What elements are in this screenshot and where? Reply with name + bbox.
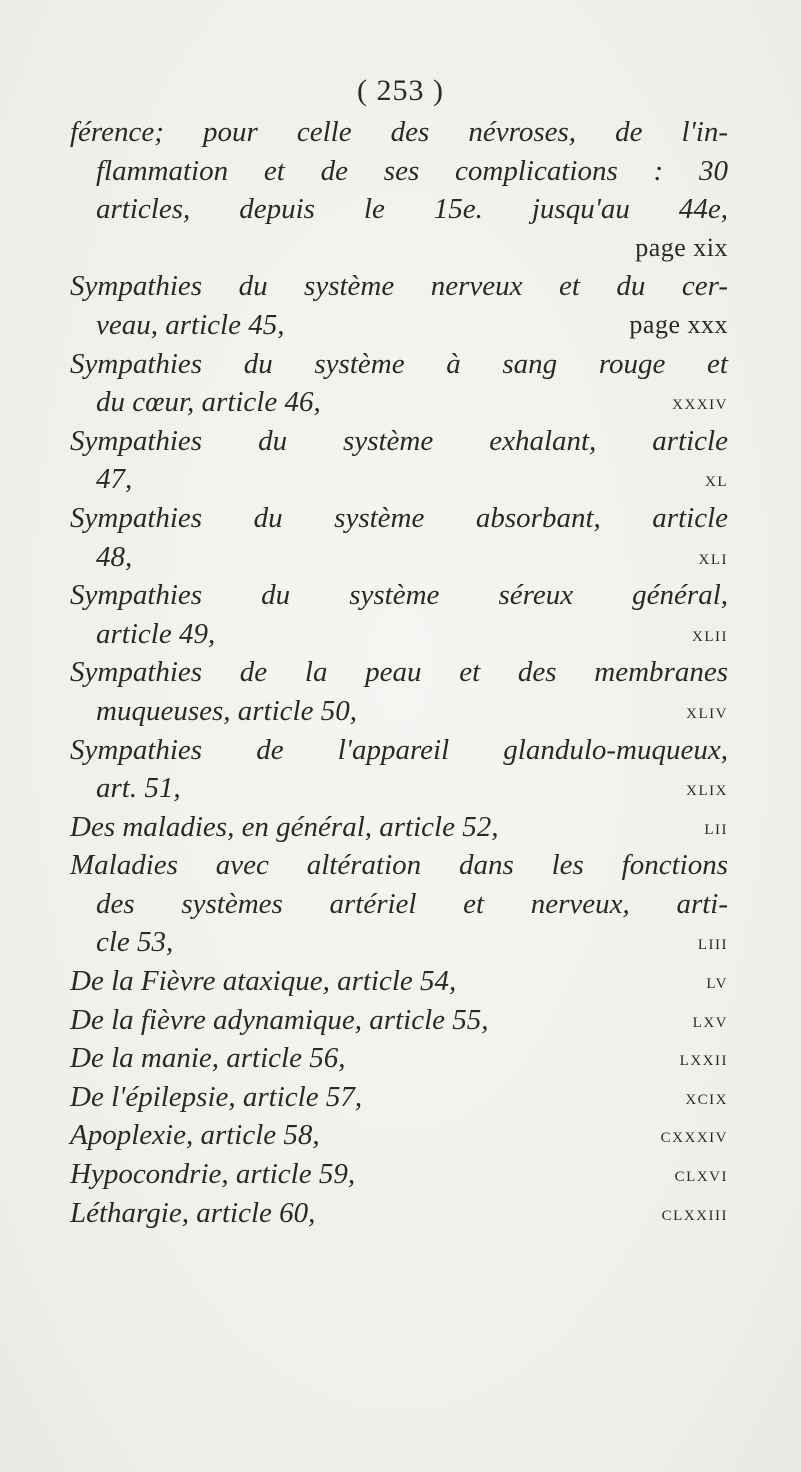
entry-line: De l'épilepsie, article 57, xcix bbox=[70, 1078, 728, 1117]
page-reference: xxxiv bbox=[672, 389, 728, 415]
toc-entry bbox=[70, 1001, 728, 1040]
entry-line: Sympathies de la peau et des membranes bbox=[70, 656, 728, 689]
page-reference: clxxiii bbox=[661, 1199, 728, 1225]
entry-line: Hypocondrie, article 59, clxvi bbox=[70, 1155, 728, 1194]
entry-line: cle 53, liii bbox=[70, 923, 728, 962]
page-reference: lii bbox=[704, 813, 728, 839]
entry-line: des systèmes artériel et nerveux, arti- bbox=[96, 887, 728, 920]
page-reference: xlix bbox=[686, 775, 728, 801]
toc-entry bbox=[70, 113, 728, 267]
page-reference: page xxx bbox=[629, 309, 728, 339]
entry-line: Sympathies du système à sang rouge et bbox=[70, 347, 728, 380]
table-of-contents bbox=[70, 113, 728, 1232]
toc-entry bbox=[70, 731, 728, 808]
page-reference: lv bbox=[706, 968, 728, 994]
toc-entry bbox=[70, 576, 728, 653]
toc-entry bbox=[70, 1078, 728, 1117]
entry-line: article 49, xlii bbox=[70, 615, 728, 654]
entry-line: Sympathies du système exhalant, article bbox=[70, 424, 728, 457]
page-reference: xcix bbox=[685, 1083, 728, 1109]
toc-entry bbox=[70, 846, 728, 962]
page-reference: lxv bbox=[692, 1006, 728, 1032]
entry-line: De la manie, article 56, lxxii bbox=[70, 1039, 728, 1078]
page-number: ( 253 ) bbox=[357, 74, 444, 107]
toc-entry bbox=[70, 808, 728, 847]
page-reference: page xix bbox=[635, 232, 728, 262]
page-reference: xl bbox=[705, 466, 728, 492]
entry-line: articles, depuis le 15e. jusqu'au 44e, bbox=[96, 193, 728, 226]
entry-line: De la Fièvre ataxique, article 54, lv bbox=[70, 962, 728, 1001]
entry-line: férence; pour celle des névroses, de l'in- bbox=[70, 116, 728, 148]
entry-line: Maladies avec altération dans les fonctions bbox=[70, 849, 728, 882]
entry-line: Sympathies du système nerveux et du cer- bbox=[70, 270, 728, 303]
entry-line: muqueuses, article 50, xliv bbox=[70, 692, 728, 731]
page-reference: xliv bbox=[686, 697, 728, 723]
page-reference: clxvi bbox=[674, 1161, 728, 1187]
entry-line: Des maladies, en général, article 52, lii bbox=[70, 808, 728, 847]
page-reference: liii bbox=[697, 929, 728, 955]
entry-line: Sympathies du système séreux général, bbox=[70, 579, 728, 612]
toc-entry bbox=[70, 1194, 728, 1233]
toc-entry bbox=[70, 1116, 728, 1155]
toc-entry bbox=[70, 499, 728, 576]
page-reference: xli bbox=[698, 543, 728, 569]
page-reference: lxxii bbox=[679, 1045, 728, 1071]
page-reference: cxxxiv bbox=[660, 1122, 728, 1148]
entry-line: Léthargie, article 60, clxxiii bbox=[70, 1194, 728, 1233]
page-reference: xlii bbox=[692, 620, 728, 646]
toc-entry bbox=[70, 1155, 728, 1194]
toc-entry bbox=[70, 962, 728, 1001]
entry-line: Sympathies de l'appareil glandulo-muqueux, bbox=[70, 733, 728, 766]
entry-line: Sympathies du système absorbant, article bbox=[70, 501, 728, 534]
toc-entry bbox=[70, 1039, 728, 1078]
toc-entry bbox=[70, 653, 728, 730]
toc-entry bbox=[70, 422, 728, 499]
toc-entry bbox=[70, 267, 728, 344]
entry-line: art. 51, xlix bbox=[70, 769, 728, 808]
entry-line: 47, xl bbox=[70, 460, 728, 499]
entry-line: du cœur, article 46, xxxiv bbox=[70, 383, 728, 422]
reference-line bbox=[70, 229, 728, 268]
entry-line: veau, article 45, page xxx bbox=[70, 306, 728, 345]
entry-line: Apoplexie, article 58, cxxxiv bbox=[70, 1116, 728, 1155]
entry-line: 48, xli bbox=[70, 538, 728, 577]
entry-line: De la fièvre adynamique, article 55, lxv bbox=[70, 1001, 728, 1040]
entry-line: flammation et de ses complications : 30 bbox=[96, 154, 728, 187]
toc-entry bbox=[70, 345, 728, 422]
